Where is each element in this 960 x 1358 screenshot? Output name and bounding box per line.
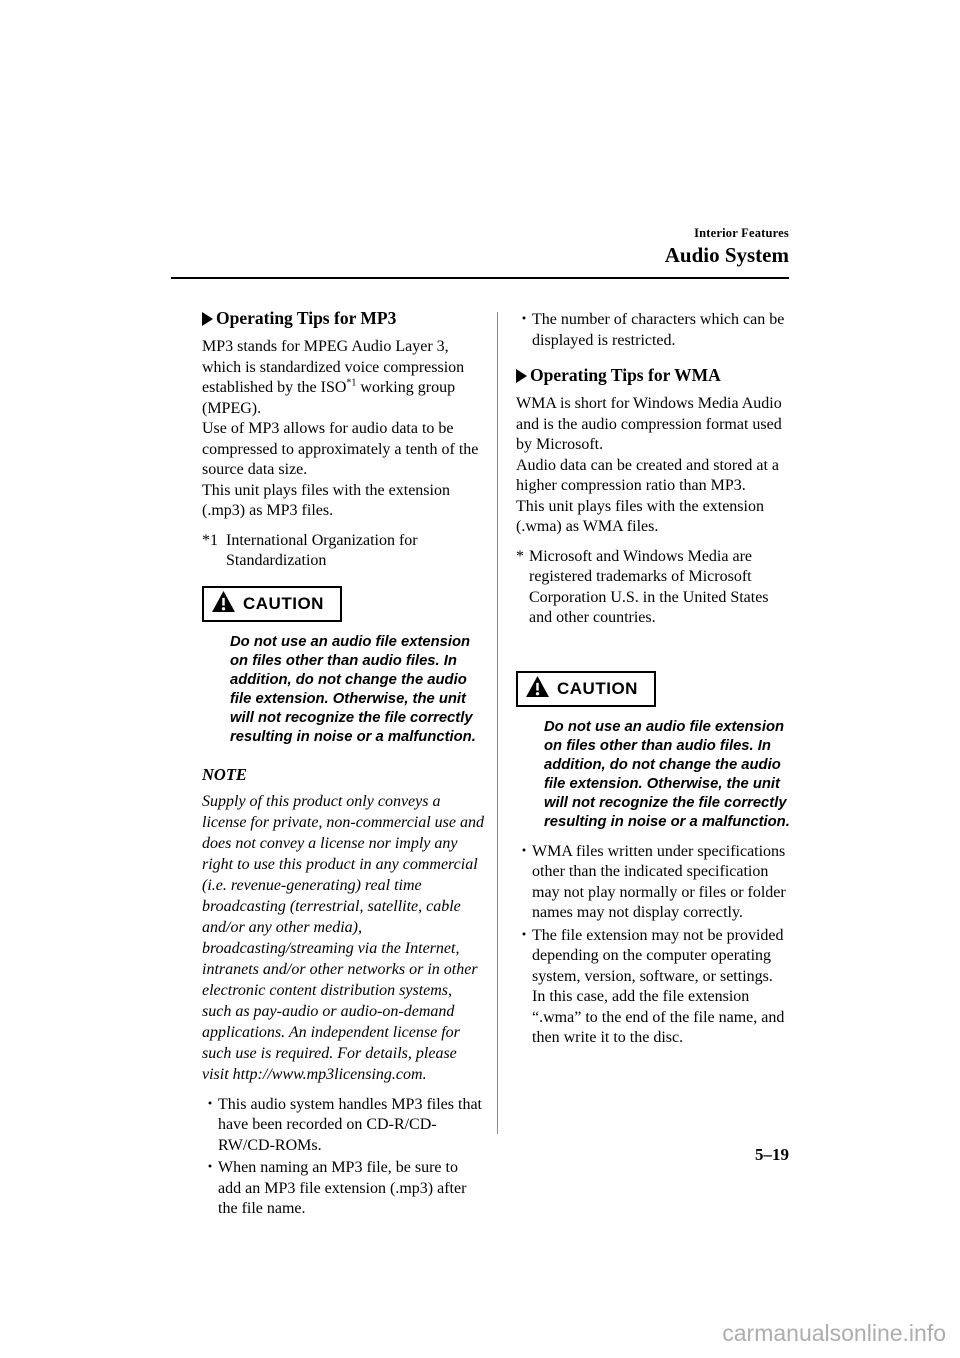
- bullet-marker: ・: [202, 1095, 219, 1113]
- paragraph-mp3-compression: Use of MP3 allows for audio data to be compressed to approximately a tenth of the source data size.: [202, 420, 479, 478]
- footnote-text: International Organization for Standardization: [226, 531, 418, 569]
- list-item: [202, 1158, 484, 1220]
- paragraph-wma-intro: WMA is short for Windows Media Audio and is the audio compression format used by Microsoft.: [516, 395, 782, 453]
- bullet-marker: ・: [516, 842, 533, 860]
- note-text: Supply of this product only conveys a license for private, non-commercial use and does not convey a license nor imply any right to use this product in any commercial (i.e. revenue-generating) real time broadcasting (terrestrial, satellite, cable and/or any other media), broadcasting/streaming via the Internet, intranets and/or other networks or in other electronic content distribution systems, such as pay-audio or audio-on-demand applications. An independent license for such use is required. For details, please visit http://www.mp3licensing.com.: [202, 792, 485, 1083]
- caution-text: Do not use an audio file extension on files other than audio files. In addition, do not change the audio file extension. Otherwise, the unit will not recognize the file correctly resulting in noise or a malfunction.: [230, 633, 476, 745]
- footnote-reference: *1: [346, 377, 357, 389]
- section-marker-icon: [202, 312, 213, 326]
- bullet-text: When naming an MP3 file, be sure to add an MP3 file extension (.mp3) after the file name.: [218, 1159, 467, 1217]
- bullet-text: WMA files written under specifications other than the indicated specification may not play normally or files or folder names may not display correctly.: [532, 842, 786, 921]
- caution-label: CAUTION: [243, 593, 324, 613]
- header-eyebrow: Interior Features: [694, 226, 789, 240]
- list-item: [516, 310, 790, 351]
- page-header: [665, 226, 789, 268]
- footnote-text: Microsoft and Windows Media are registered trademarks of Microsoft Corporation U.S. in the United States and other countries.: [529, 547, 769, 626]
- paragraph-text: MP3 stands for MPEG Audio Layer 3, which is standardized voice compression established by the ISO: [202, 338, 465, 396]
- list-item: [202, 1095, 484, 1157]
- section-heading-wma: [516, 365, 790, 386]
- paragraph-wma-extension: This unit plays files with the extension (.wma) as WMA files.: [516, 497, 764, 535]
- column-divider: [497, 312, 498, 1134]
- paragraph-text: working group (MPEG).: [202, 379, 456, 417]
- section-heading-text: Operating Tips for WMA: [530, 365, 721, 385]
- section-marker-icon: [516, 369, 527, 383]
- header-rule: [171, 277, 789, 279]
- caution-box: [202, 586, 342, 622]
- watermark: carmanualsonline.info: [722, 1320, 946, 1346]
- paragraph-mp3-intro: [202, 337, 484, 419]
- section-heading-text: Operating Tips for MP3: [216, 308, 397, 328]
- warning-triangle-icon: [212, 591, 235, 617]
- caution-text: Do not use an audio file extension on files other than audio files. In addition, do not change the audio file extension. Otherwise, the unit will not recognize the file correctly resulting in noise or a malfunction.: [544, 718, 790, 830]
- bullet-marker: ・: [516, 926, 533, 944]
- bullet-marker: ・: [202, 1159, 219, 1176]
- right-column: [516, 308, 790, 1049]
- footnote-marker: *: [516, 547, 524, 565]
- footnote-marker: *1: [202, 531, 218, 549]
- note-label: NOTE: [202, 764, 247, 784]
- list-item: [516, 842, 790, 924]
- left-column: [202, 308, 484, 1220]
- page-number: 5–19: [755, 1145, 789, 1164]
- paragraph-wma-compression: Audio data can be created and stored at a higher compression ratio than MP3.: [516, 456, 779, 494]
- bullet-text: This audio system handles MP3 files that have been recorded on CD-R/CD-RW/CD-ROMs.: [218, 1095, 482, 1154]
- bullet-marker: ・: [516, 311, 533, 328]
- footnote-microsoft: [516, 547, 790, 629]
- caution-box: [516, 671, 656, 707]
- bullet-text: The number of characters which can be displayed is restricted.: [532, 311, 785, 349]
- warning-triangle-icon: [526, 676, 549, 702]
- bullet-text: The file extension may not be provided depending on the computer operating system, version, software, or settings. In this case, add the file extension “.wma” to the end of the file name, and then write it to the disc.: [532, 926, 785, 1046]
- section-heading-mp3: [202, 308, 484, 329]
- caution-label: CAUTION: [557, 678, 638, 698]
- paragraph-mp3-extension: This unit plays files with the extension (.mp3) as MP3 files.: [202, 481, 450, 519]
- footnote-iso: [202, 531, 484, 572]
- page-title: Audio System: [664, 243, 789, 267]
- list-item: [516, 926, 790, 1049]
